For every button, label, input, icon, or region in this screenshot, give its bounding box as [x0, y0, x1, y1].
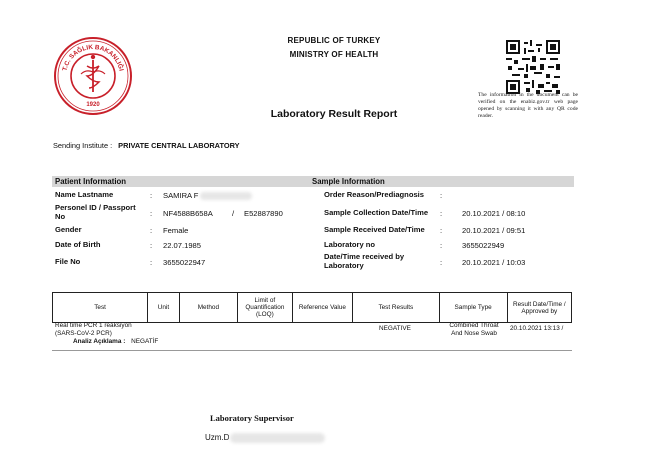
name-value: SAMIRA F [163, 191, 252, 200]
sending-institute [53, 141, 240, 150]
analysis-label: Analiz Açıklama : [73, 338, 126, 345]
col-approved: Result Date/Time / Approved by [507, 293, 571, 323]
id-separator: / [232, 209, 235, 218]
qr-verification-note: The information in the document can be verified on the enabiz.gov.tr web page opened by scanning it with any QR code reader. [478, 92, 578, 119]
sample-info-heading: Sample Information [312, 177, 385, 186]
lab-received-value: 20.10.2021 / 10:03 [462, 258, 526, 267]
received-value: 20.10.2021 / 09:51 [462, 226, 526, 235]
row-sample-type: Combined Throat And Nose Swab [449, 322, 499, 337]
col-method: Method [179, 293, 237, 323]
gender-value: Female [163, 226, 189, 235]
supervisor-name: Uzm.D [205, 433, 325, 443]
gender-label: Gender [55, 225, 82, 234]
report-title: Laboratory Result Report [270, 108, 398, 120]
seal-text: T.C. SAĞLIK BAKANLIĞI [61, 43, 125, 72]
table-bottom-divider [52, 350, 572, 351]
results-table [52, 292, 572, 323]
personel-id-value: NF4588B658A [163, 209, 213, 218]
row-approved: 20.10.2021 13:13 / [510, 325, 564, 332]
personel-id-label: Personel ID / Passport No [55, 203, 136, 221]
col-loq: Limit of Quantification (LOQ) [238, 293, 293, 323]
patient-info-heading: Patient Information [55, 177, 127, 186]
analysis-description [73, 338, 158, 346]
lab-received-label: Date/Time received by Laboratory [324, 252, 405, 270]
redaction-blur [230, 433, 325, 443]
qr-code [506, 40, 560, 94]
lab-no-label: Laboratory no [324, 240, 376, 249]
header-country: REPUBLIC OF TURKEY [287, 36, 381, 45]
file-no-label: File No [55, 257, 81, 266]
sending-institute-value: PRIVATE CENTRAL LABORATORY [118, 141, 240, 150]
lab-no-value: 3655022949 [462, 241, 505, 250]
results-table-header [53, 293, 572, 323]
analysis-value: NEGATİF [131, 338, 159, 345]
col-reference: Reference Value [292, 293, 352, 323]
sending-institute-label: Sending Institute : [53, 141, 113, 150]
received-label: Sample Received Date/Time [324, 225, 425, 234]
seal-year: 1920 [86, 102, 100, 108]
supervisor-title: Laboratory Supervisor [210, 413, 294, 423]
row-test-name: Real time PCR 1 reaksiyon (SARS-CoV-2 PCR) [55, 322, 132, 337]
collection-label: Sample Collection Date/Time [324, 208, 429, 217]
passport-value: E52887890 [244, 209, 283, 218]
dob-value: 22.07.1985 [163, 241, 202, 250]
file-no-value: 3655022947 [163, 258, 206, 267]
order-reason-label: Order Reason/Prediagnosis [324, 190, 425, 199]
col-test-results: Test Results [353, 293, 440, 323]
redaction-blur [200, 192, 252, 200]
row-result: NEGATIVE [379, 325, 411, 332]
section-header-bar [52, 176, 574, 187]
dob-label: Date of Birth [55, 240, 101, 249]
collection-value: 20.10.2021 / 08:10 [462, 209, 526, 218]
header-ministry: MINISTRY OF HEALTH [289, 50, 379, 59]
col-unit: Unit [148, 293, 180, 323]
col-test: Test [53, 293, 148, 323]
col-sample-type: Sample Type [439, 293, 507, 323]
name-label: Name Lastname [55, 190, 114, 199]
ministry-seal [53, 36, 133, 116]
